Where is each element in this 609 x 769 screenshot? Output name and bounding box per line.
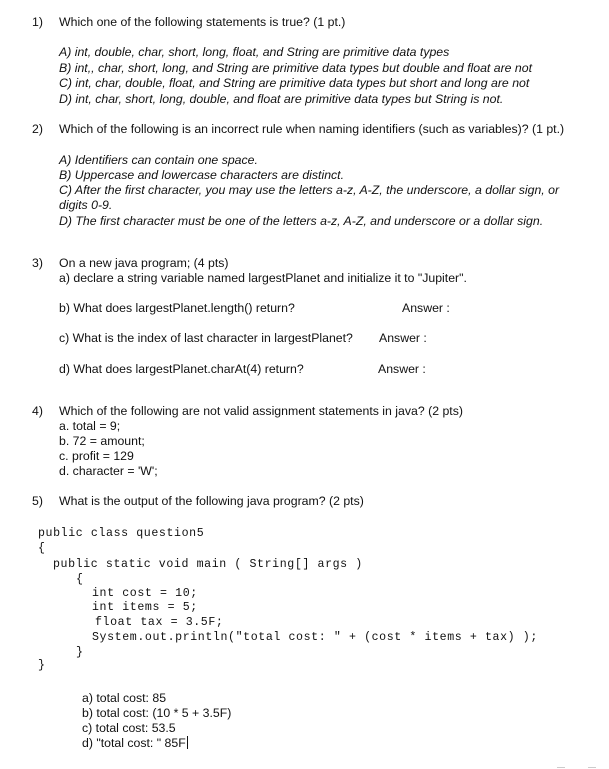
q1-question: Which one of the following statements is true? (1 pt.) [59, 15, 346, 29]
code-line: System.out.println("total cost: " + (cost * items + tax) ); [92, 631, 538, 644]
q2-option-b: B) Uppercase and lowercase characters are distinct. [59, 168, 345, 182]
code-line: public class question5 [38, 527, 205, 540]
q3-part-b: b) What does largestPlanet.length() return? [59, 301, 295, 315]
q5-question: What is the output of the following java program? (2 pts) [59, 494, 364, 508]
q4-option-b: b. 72 = amount; [59, 434, 145, 448]
code-line: float tax = 3.5F; [95, 616, 224, 629]
q1-number: 1) [32, 15, 43, 29]
q3-part-c-answer: Answer : [379, 331, 427, 345]
page-edge-mark [588, 767, 596, 768]
q3-part-d-answer: Answer : [378, 362, 426, 376]
q4-number: 4) [32, 404, 43, 418]
q1-option-b: B) int,, char, short, long, and String are primitive data types but double and float are not [59, 61, 533, 75]
q2-option-d: D) The first character must be one of the letters a-z, A-Z, and underscore or a dollar sign. [59, 214, 544, 228]
q3-part-a: a) declare a string variable named largestPlanet and initialize it to "Jupiter". [59, 271, 467, 285]
q5-answer-d-row [82, 736, 188, 751]
code-line: int items = 5; [92, 601, 198, 614]
q1-option-d: D) int, char, short, long, double, and float are primitive data types but String is not. [59, 92, 504, 106]
page-edge-mark [557, 767, 565, 768]
q1-option-a: A) int, double, char, short, long, float, and String are primitive data types [59, 45, 450, 59]
q2-option-c: C) After the first character, you may use the letters a-z, A-Z, the underscore, a dollar sign, or [59, 183, 560, 197]
code-line: int cost = 10; [92, 587, 198, 600]
code-line: { [38, 542, 46, 555]
q4-option-a: a. total = 9; [59, 419, 121, 433]
q3-part-b-answer: Answer : [402, 301, 450, 315]
q5-answer-d: d) "total cost: " 85F [82, 736, 186, 750]
q2-option-a: A) Identifiers can contain one space. [59, 153, 258, 167]
q4-question: Which of the following are not valid assignment statements in java? (2 pts) [59, 404, 463, 418]
q3-question: On a new java program; (4 pts) [59, 256, 229, 270]
code-line: public static void main ( String[] args ) [53, 558, 363, 571]
q3-number: 3) [32, 256, 43, 270]
q2-number: 2) [32, 122, 43, 136]
q5-answer-c: c) total cost: 53.5 [82, 721, 176, 735]
code-line: } [38, 659, 46, 672]
q5-answer-b: b) total cost: (10 * 5 + 3.5F) [82, 706, 232, 720]
q2-question: Which of the following is an incorrect rule when naming identifiers (such as variables)? (1 pt.) [59, 122, 565, 136]
q3-part-c: c) What is the index of last character in largestPlanet? [59, 331, 353, 345]
q3-part-d: d) What does largestPlanet.charAt(4) return? [59, 362, 304, 376]
q5-number: 5) [32, 494, 43, 508]
code-line: } [76, 646, 84, 659]
text-cursor [187, 736, 188, 749]
code-line: { [76, 573, 84, 586]
q4-option-c: c. profit = 129 [59, 449, 134, 463]
q5-answer-a: a) total cost: 85 [82, 691, 167, 705]
q1-option-c: C) int, char, double, float, and String are primitive data types but short and long are not [59, 76, 530, 90]
q2-option-c-cont: digits 0-9. [59, 198, 113, 212]
q4-option-d: d. character = 'W'; [59, 464, 158, 478]
